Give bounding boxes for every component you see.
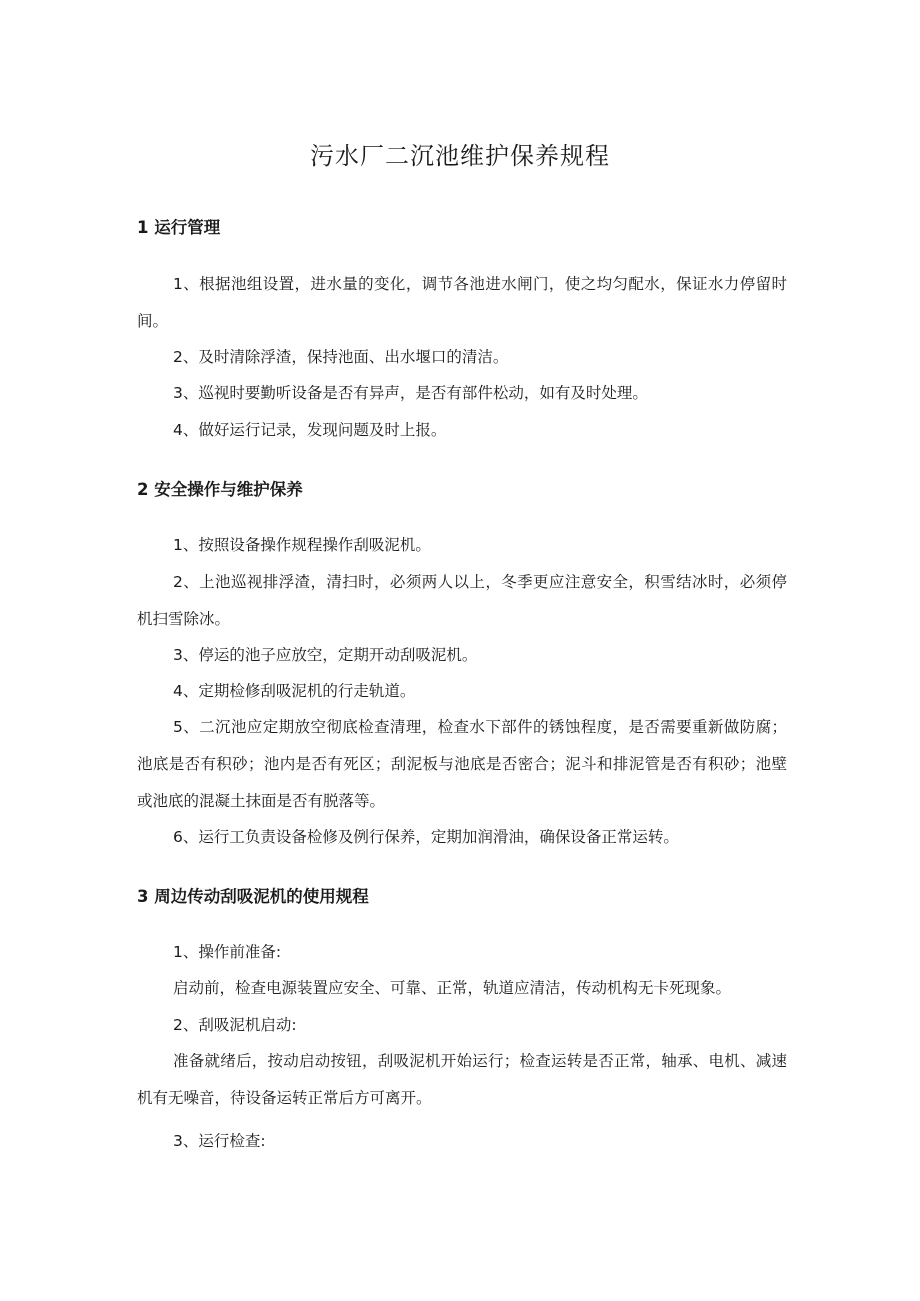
section-heading-1: 1 运行管理 bbox=[137, 218, 221, 237]
section-3-paragraph-5: 3、运行检查: bbox=[173, 1132, 266, 1150]
section-1-paragraph-1: 1、根据池组设置，进水量的变化，调节各池进水闸门，使之均匀配水，保证水力停留时间。 bbox=[137, 275, 787, 330]
section-2-paragraph-1: 1、按照设备操作规程操作刮吸泥机。 bbox=[173, 536, 431, 554]
section-3-paragraph-4: 准备就绪后，按动启动按钮，刮吸泥机开始运行；检查运转是否正常，轴承、电机、减速机有无噪音，待设备运转正常后方可离开。 bbox=[137, 1052, 787, 1107]
section-heading-3: 3 周边传动刮吸泥机的使用规程 bbox=[137, 887, 369, 906]
section-2-paragraph-3: 3、停运的池子应放空，定期开动刮吸泥机。 bbox=[173, 646, 478, 664]
section-3-paragraph-3: 2、刮吸泥机启动: bbox=[173, 1016, 297, 1034]
section-1-paragraph-4: 4、做好运行记录，发现问题及时上报。 bbox=[173, 421, 447, 439]
section-2-paragraph-6: 6、运行工负责设备检修及例行保养，定期加润滑油，确保设备正常运转。 bbox=[173, 828, 679, 846]
section-2-paragraph-4: 4、定期检修刮吸泥机的行走轨道。 bbox=[173, 682, 416, 700]
section-1-paragraph-2: 2、及时清除浮渣，保持池面、出水堰口的清洁。 bbox=[173, 348, 509, 366]
section-3-paragraph-2: 启动前，检查电源装置应安全、可靠、正常，轨道应清洁，传动机构无卡死现象。 bbox=[173, 979, 732, 997]
section-1-paragraph-3: 3、巡视时要勤听设备是否有异声，是否有部件松动，如有及时处理。 bbox=[173, 384, 648, 402]
section-heading-2: 2 安全操作与维护保养 bbox=[137, 480, 303, 499]
section-2-paragraph-2: 2、上池巡视排浮渣，清扫时，必须两人以上，冬季更应注意安全，积雪结冰时，必须停机扫雪除冰。 bbox=[137, 573, 787, 628]
section-3-paragraph-1: 1、操作前准备: bbox=[173, 943, 282, 961]
section-2-paragraph-5: 5、二沉池应定期放空彻底检查清理，检查水下部件的锈蚀程度，是否需要重新做防腐；池底是否有积砂；池内是否有死区；刮泥板与池底是否密合；泥斗和排泥管是否有积砂；池壁或池底的混凝土抹面是否有脱落等。 bbox=[137, 718, 787, 810]
document-title: 污水厂二沉池维护保养规程 bbox=[310, 142, 610, 170]
